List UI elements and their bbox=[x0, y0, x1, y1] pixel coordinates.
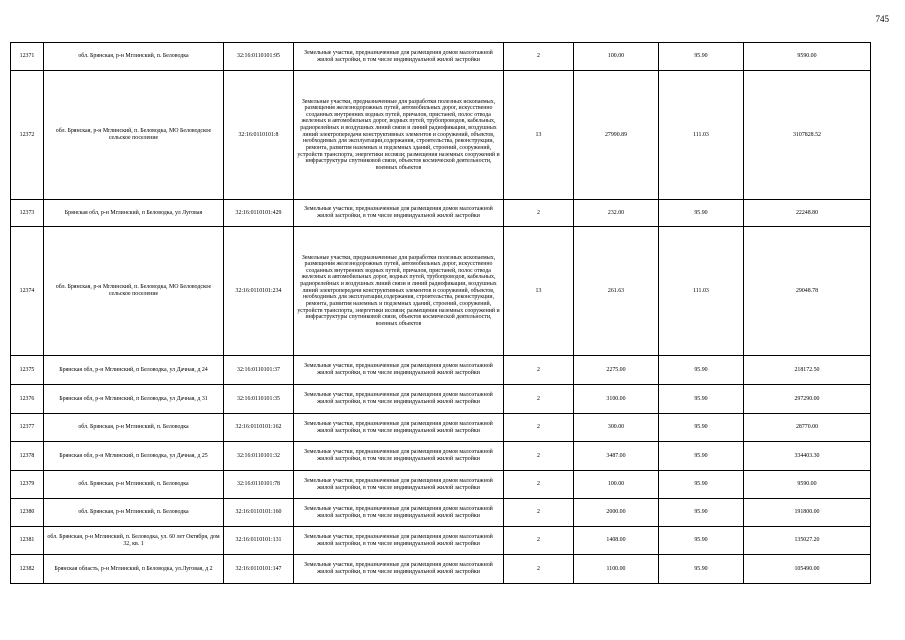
table-row bbox=[11, 555, 871, 584]
land-use-description-cell: Земельные участки, предназначенные для размещения домов малоэтажной жилой застройки, в том числе индивидуальной жилой застройки bbox=[294, 499, 504, 527]
land-use-description-cell: Земельные участки, предназначенные для размещения домов малоэтажной жилой застройки, в том числе индивидуальной жилой застройки bbox=[294, 43, 504, 71]
area-cell: 100.00 bbox=[574, 43, 659, 71]
address-cell: Брянская обл, р-н Мглинский, п Беловодка, ул Дачная, д 31 bbox=[44, 385, 224, 414]
rate-cell: 95.90 bbox=[659, 43, 744, 71]
area-cell: 3487.00 bbox=[574, 442, 659, 471]
rate-cell: 95.90 bbox=[659, 414, 744, 442]
address-cell: обл. Брянская, р-н Мглинский, п. Беловодка bbox=[44, 414, 224, 442]
group-cell: 13 bbox=[504, 227, 574, 356]
cadastral-number-cell: 32:16:0110101:37 bbox=[224, 356, 294, 385]
table-row bbox=[11, 356, 871, 385]
address-cell: обл. Брянская, р-н Мглинский, п. Беловодка, ул. 60 лет Октября, дом 32, кв. 1 bbox=[44, 527, 224, 555]
rate-cell: 95.90 bbox=[659, 499, 744, 527]
cadastral-number-cell: 32:16:0110101:147 bbox=[224, 555, 294, 584]
cadastral-number-cell: 32:16:0110101:32 bbox=[224, 442, 294, 471]
rate-cell: 95.90 bbox=[659, 200, 744, 227]
area-cell: 261.63 bbox=[574, 227, 659, 356]
cadastral-value-cell: 3107828.52 bbox=[744, 71, 871, 200]
table-row bbox=[11, 227, 871, 356]
row-number: 12375 bbox=[11, 356, 44, 385]
cadastral-number-cell: 32:16:0110101:78 bbox=[224, 471, 294, 499]
table-row bbox=[11, 200, 871, 227]
row-number: 12371 bbox=[11, 43, 44, 71]
row-number: 12372 bbox=[11, 71, 44, 200]
rate-cell: 95.90 bbox=[659, 356, 744, 385]
row-number: 12380 bbox=[11, 499, 44, 527]
cadastral-value-cell: 334403.30 bbox=[744, 442, 871, 471]
cadastral-number-cell: 32:16:0110101:35 bbox=[224, 385, 294, 414]
cadastral-number-cell: 32:16:0110101:95 bbox=[224, 43, 294, 71]
cadastral-value-cell: 9590.00 bbox=[744, 471, 871, 499]
cadastral-number-cell: 32:16:0110101:162 bbox=[224, 414, 294, 442]
address-cell: обл. Брянская, р-н Мглинский, п. Беловодка bbox=[44, 471, 224, 499]
cadastral-number-cell: 32:16:0110101:234 bbox=[224, 227, 294, 356]
page-number: 745 bbox=[875, 14, 889, 24]
group-cell: 2 bbox=[504, 414, 574, 442]
group-cell: 2 bbox=[504, 385, 574, 414]
cadastral-number-cell: 32:16:0110101:160 bbox=[224, 499, 294, 527]
land-use-description-cell: Земельные участки, предназначенные для размещения домов малоэтажной жилой застройки, в том числе индивидуальной жилой застройки bbox=[294, 555, 504, 584]
area-cell: 1408.00 bbox=[574, 527, 659, 555]
row-number: 12381 bbox=[11, 527, 44, 555]
address-cell: Брянская обл, р-н Мглинский, п Беловодка, ул Дачная, д 25 bbox=[44, 442, 224, 471]
address-cell: обл. Брянская, р-н Мглинский, п. Беловодка, МО Беловодское сельское поселение bbox=[44, 71, 224, 200]
table-row bbox=[11, 71, 871, 200]
table-row bbox=[11, 43, 871, 71]
address-cell: обл. Брянская, р-н Мглинский, п. Беловодка bbox=[44, 43, 224, 71]
address-cell: Брянская обл, р-н Мглинский, п Беловодка, ул Луговая bbox=[44, 200, 224, 227]
row-number: 12376 bbox=[11, 385, 44, 414]
land-registry-table bbox=[10, 42, 871, 584]
area-cell: 27990.89 bbox=[574, 71, 659, 200]
table-row bbox=[11, 442, 871, 471]
land-use-description-cell: Земельные участки, предназначенные для размещения домов малоэтажной жилой застройки, в том числе индивидуальной жилой застройки bbox=[294, 200, 504, 227]
table-row bbox=[11, 471, 871, 499]
cadastral-value-cell: 297290.00 bbox=[744, 385, 871, 414]
row-number: 12382 bbox=[11, 555, 44, 584]
land-use-description-cell: Земельные участки, предназначенные для размещения домов малоэтажной жилой застройки, в том числе индивидуальной жилой застройки bbox=[294, 442, 504, 471]
group-cell: 2 bbox=[504, 471, 574, 499]
address-cell: обл. Брянская, р-н Мглинский, п. Беловодка, МО Беловодское сельское поселение bbox=[44, 227, 224, 356]
cadastral-value-cell: 9590.00 bbox=[744, 43, 871, 71]
land-use-description-cell: Земельные участки, предназначенные для разработки полезных ископаемых, размещения железнодорожных путей, автомобильных дорог, искусственно созданных внутренних водных путей, причалов, пристаней, полос отвода железных и автомобильных дорог, водных путей, трубопроводов, кабельных, радиорелейных и воздушных линий связи и линий радиофикации, воздушных линий электропередачи конструктивных элементов и сооружений, объектов, необходимых для эксплуатации,содержания, строительства, реконструкции, ремонта, развития наземных и подземных зданий, строений, сооружений, устройств транспорта, энергетики иссвязи; размещения наземных сооружений и инфраструктуры спутниковой связи, объектов космической деятельности, военных объектов bbox=[294, 71, 504, 200]
table-row bbox=[11, 499, 871, 527]
land-use-description-cell: Земельные участки, предназначенные для размещения домов малоэтажной жилой застройки, в том числе индивидуальной жилой застройки bbox=[294, 414, 504, 442]
group-cell: 2 bbox=[504, 499, 574, 527]
area-cell: 300.00 bbox=[574, 414, 659, 442]
rate-cell: 111.03 bbox=[659, 71, 744, 200]
cadastral-value-cell: 105490.00 bbox=[744, 555, 871, 584]
rate-cell: 111.03 bbox=[659, 227, 744, 356]
area-cell: 3100.00 bbox=[574, 385, 659, 414]
land-use-description-cell: Земельные участки, предназначенные для разработки полезных ископаемых, размещения железнодорожных путей, автомобильных дорог, искусственно созданных внутренних водных путей, причалов, пристаней, полос отвода железных и автомобильных дорог, водных путей, трубопроводов, кабельных, радиорелейных и воздушных линий связи и линий радиофикации, воздушных линий электропередачи конструктивных элементов и сооружений, объектов, необходимых для эксплуатации,содержания, строительства, реконструкции, ремонта, развития наземных и подземных зданий, строений, сооружений, устройств транспорта, энергетики иссвязи; размещения наземных сооружений и инфраструктуры спутниковой связи, объектов космической деятельности, военных объектов bbox=[294, 227, 504, 356]
group-cell: 2 bbox=[504, 555, 574, 584]
group-cell: 13 bbox=[504, 71, 574, 200]
cadastral-value-cell: 28770.00 bbox=[744, 414, 871, 442]
row-number: 12378 bbox=[11, 442, 44, 471]
address-cell: обл. Брянская, р-н Мглинский, п. Беловодка bbox=[44, 499, 224, 527]
address-cell: Брянская область, р-н Мглинский, п Беловодка, ул.Луговая, д 2 bbox=[44, 555, 224, 584]
rate-cell: 95.90 bbox=[659, 442, 744, 471]
row-number: 12377 bbox=[11, 414, 44, 442]
land-use-description-cell: Земельные участки, предназначенные для размещения домов малоэтажной жилой застройки, в том числе индивидуальной жилой застройки bbox=[294, 385, 504, 414]
table-row bbox=[11, 527, 871, 555]
cadastral-value-cell: 135027.20 bbox=[744, 527, 871, 555]
area-cell: 100.00 bbox=[574, 471, 659, 499]
rate-cell: 95.90 bbox=[659, 385, 744, 414]
area-cell: 2275.00 bbox=[574, 356, 659, 385]
cadastral-value-cell: 191800.00 bbox=[744, 499, 871, 527]
row-number: 12374 bbox=[11, 227, 44, 356]
cadastral-number-cell: 32:16:0110101:8 bbox=[224, 71, 294, 200]
area-cell: 232.00 bbox=[574, 200, 659, 227]
group-cell: 2 bbox=[504, 527, 574, 555]
cadastral-value-cell: 29048.78 bbox=[744, 227, 871, 356]
cadastral-value-cell: 22248.80 bbox=[744, 200, 871, 227]
cadastral-number-cell: 32:16:0110101:429 bbox=[224, 200, 294, 227]
address-cell: Брянская обл, р-н Мглинский, п Беловодка, ул Дачная, д 24 bbox=[44, 356, 224, 385]
rate-cell: 95.90 bbox=[659, 471, 744, 499]
table-row bbox=[11, 385, 871, 414]
land-use-description-cell: Земельные участки, предназначенные для размещения домов малоэтажной жилой застройки, в том числе индивидуальной жилой застройки bbox=[294, 356, 504, 385]
group-cell: 2 bbox=[504, 43, 574, 71]
row-number: 12373 bbox=[11, 200, 44, 227]
rate-cell: 95.90 bbox=[659, 555, 744, 584]
cadastral-number-cell: 32:16:0110101:131 bbox=[224, 527, 294, 555]
group-cell: 2 bbox=[504, 356, 574, 385]
rate-cell: 95.90 bbox=[659, 527, 744, 555]
cadastral-value-cell: 218172.50 bbox=[744, 356, 871, 385]
land-use-description-cell: Земельные участки, предназначенные для размещения домов малоэтажной жилой застройки, в том числе индивидуальной жилой застройки bbox=[294, 471, 504, 499]
group-cell: 2 bbox=[504, 442, 574, 471]
group-cell: 2 bbox=[504, 200, 574, 227]
row-number: 12379 bbox=[11, 471, 44, 499]
table-row bbox=[11, 414, 871, 442]
area-cell: 1100.00 bbox=[574, 555, 659, 584]
area-cell: 2000.00 bbox=[574, 499, 659, 527]
land-use-description-cell: Земельные участки, предназначенные для размещения домов малоэтажной жилой застройки, в том числе индивидуальной жилой застройки bbox=[294, 527, 504, 555]
